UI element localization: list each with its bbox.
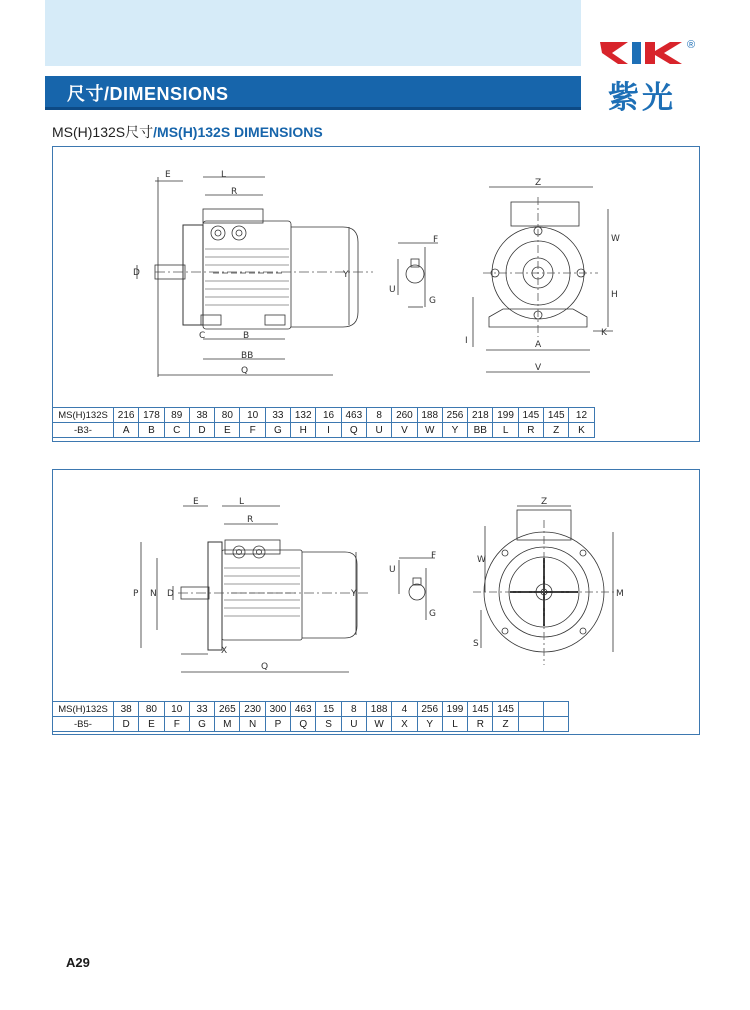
table-row: MS(H)132S 38 80 10 33 265 230 300 463 15 8 188 4 256 199 145 145 [53, 702, 569, 717]
b3-drawing [53, 147, 699, 407]
table-row: -B5- D E F G M N P Q S U W X Y L R Z [53, 717, 569, 732]
label-S: S [473, 639, 479, 649]
table-model-cell: MS(H)132S [53, 408, 114, 423]
section-subtitle [52, 122, 323, 142]
b3-side-view [137, 177, 373, 377]
table-model-cell: MS(H)132S [53, 702, 114, 717]
label-H: H [611, 290, 618, 300]
title-bar [45, 76, 581, 110]
label-Z: Z [541, 497, 548, 507]
b5-front-view [473, 506, 615, 665]
b5-dimension-panel [52, 469, 700, 735]
label-B: B [243, 331, 250, 341]
b5-drawing [53, 470, 699, 700]
label-G: G [429, 609, 436, 619]
brand-logo [598, 38, 708, 118]
label-U: U [389, 285, 396, 295]
label-F: F [433, 235, 439, 245]
label-Y: Y [351, 589, 357, 599]
b5-side-view [141, 506, 371, 672]
label-Q: Q [261, 662, 269, 672]
registered-mark: ® [687, 39, 696, 51]
label-C: C [199, 331, 206, 341]
label-Z: Z [535, 178, 542, 188]
label-P: P [133, 589, 139, 599]
b3-dimension-panel [52, 146, 700, 442]
label-R: R [247, 515, 254, 525]
label-BB: BB [241, 351, 254, 361]
table-suffix-cell: -B3- [53, 423, 114, 438]
label-W: W [611, 234, 620, 244]
label-I: I [465, 336, 468, 346]
label-D: D [133, 268, 140, 278]
label-L: L [221, 170, 227, 180]
subtitle-cn: MS(H)132S尺寸 [52, 124, 154, 140]
label-L: L [239, 497, 245, 507]
table-row: -B3- A B C D E F G H I Q U V W Y BB L R Z K [53, 423, 595, 438]
label-F: F [431, 551, 437, 561]
label-U: U [389, 565, 396, 575]
label-N: N [150, 589, 157, 599]
label-R: R [231, 187, 238, 197]
header-band [45, 0, 581, 66]
b3-front-view [473, 187, 613, 372]
label-D: D [167, 589, 174, 599]
logo-mark-icon [598, 38, 690, 68]
b5-dimension-table [52, 701, 569, 732]
label-X: X [221, 646, 228, 656]
label-Q: Q [241, 366, 249, 376]
page-number: A29 [66, 955, 90, 970]
label-K: K [601, 328, 607, 338]
b3-dimension-table [52, 407, 595, 438]
label-A: A [535, 340, 542, 350]
label-Y: Y [343, 270, 349, 280]
page-title: 尺寸/DIMENSIONS [67, 84, 229, 104]
label-E: E [165, 170, 171, 180]
table-row: MS(H)132S 216 178 89 38 80 10 33 132 16 463 8 260 188 256 218 199 145 145 12 [53, 408, 595, 423]
subtitle-en: /MS(H)132S DIMENSIONS [153, 124, 323, 140]
label-M: M [616, 589, 624, 599]
label-E: E [193, 497, 199, 507]
label-G: G [429, 296, 436, 306]
logo-text: 紫光 [608, 80, 676, 116]
label-W: W [477, 555, 486, 565]
label-V: V [535, 363, 542, 373]
table-suffix-cell: -B5- [53, 717, 114, 732]
